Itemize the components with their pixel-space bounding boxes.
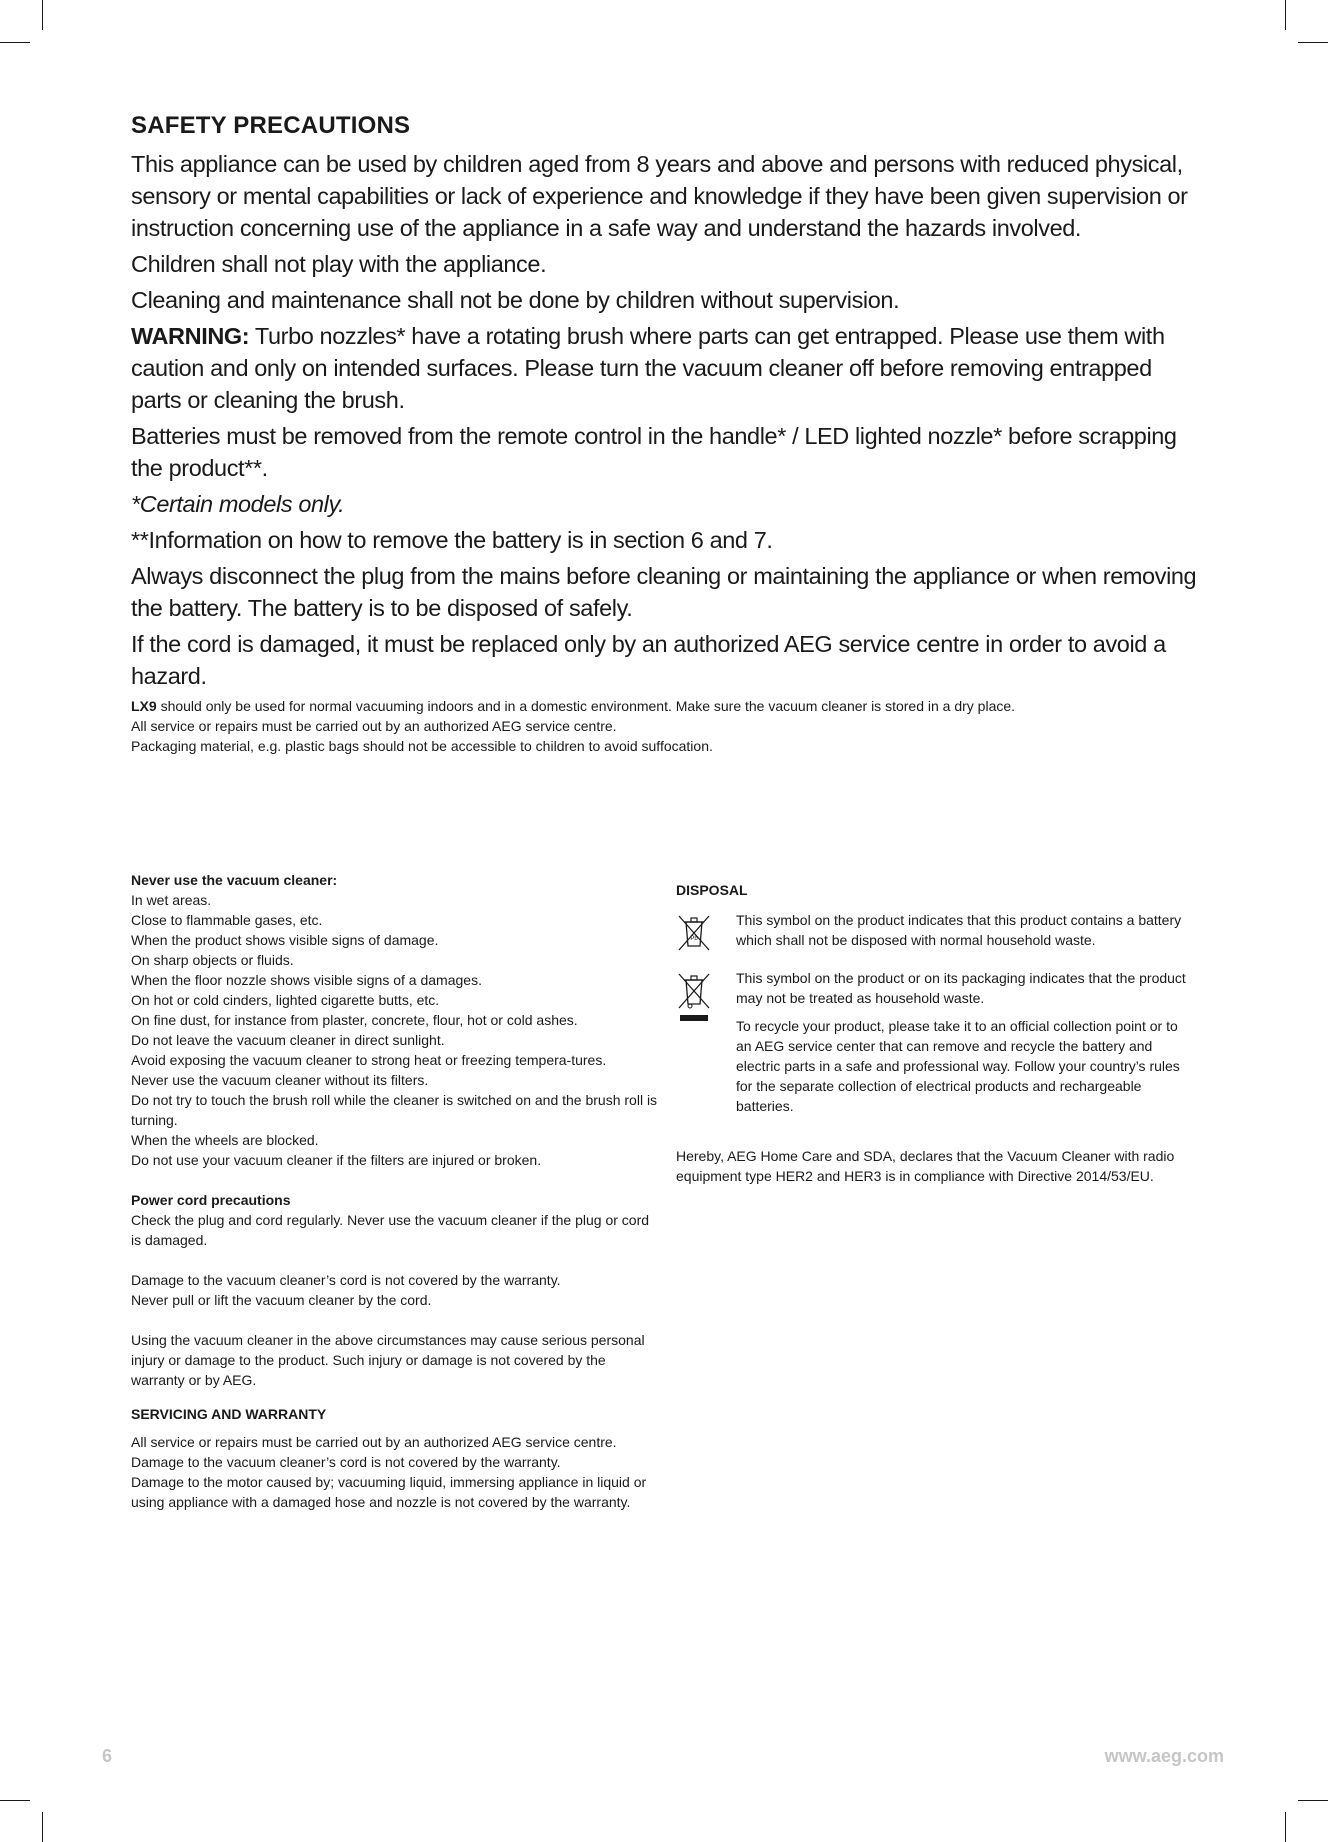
list-item: Do not leave the vacuum cleaner in direct sunlight. [131, 1032, 445, 1048]
crop-mark [0, 1800, 30, 1801]
right-column [676, 880, 1196, 1200]
paragraph: Damage to the vacuum cleaner’s cord is not covered by the warranty. [131, 1454, 561, 1470]
list-item: Never use the vacuum cleaner without its filters. [131, 1072, 429, 1088]
warning-paragraph [131, 320, 1201, 416]
paragraph: Never pull or lift the vacuum cleaner by the cord. [131, 1292, 432, 1308]
model-name: LX9 [131, 698, 157, 714]
svg-text:Pb: Pb [690, 936, 698, 942]
section-title: SAFETY PRECAUTIONS [131, 112, 411, 139]
model-text: should only be used for normal vacuuming indoors and in a domestic environment. Make sure the vacuum cleaner is stored in a dry place. [156, 698, 1016, 714]
list-item: When the wheels are blocked. [131, 1132, 319, 1148]
warning-label: WARNING: [131, 323, 250, 349]
list-item: On fine dust, for instance from plaster, concrete, flour, hot or cold ashes. [131, 1012, 578, 1028]
disposal-heading: DISPOSAL [676, 882, 748, 898]
declaration-text: Hereby, AEG Home Care and SDA, declares that the Vacuum Cleaner with radio equipment type HER2 and HER3 is in compliance with Directive 2014/53/EU. [676, 1148, 1175, 1184]
list-item: In wet areas. [131, 892, 212, 908]
footer-url: www.aeg.com [1104, 1746, 1224, 1766]
paragraph: Always disconnect the plug from the mains before cleaning or maintaining the appliance or when removing the battery. The battery is to be disposed of safely. [131, 563, 1197, 621]
disposal-text: This symbol on the product or on its packaging indicates that the product may not be treated as household waste. [736, 970, 1186, 1006]
footnote [131, 488, 1201, 520]
disposal-text: This symbol on the product indicates that this product contains a battery which shall not be disposed with normal household waste. [736, 912, 1182, 948]
list-item: On hot or cold cinders, lighted cigarette butts, etc. [131, 992, 440, 1008]
warning-text: Turbo nozzles* have a rotating brush where parts can get entrapped. Please use them with caution and only on intended surfaces. Please turn the vacuum cleaner off before removing entrapped parts or cleaning the brush. [131, 323, 1165, 413]
paragraph: Damage to the vacuum cleaner’s cord is not covered by the warranty. [131, 1272, 561, 1288]
paragraph: Damage to the motor caused by; vacuuming liquid, immersing appliance in liquid or using appliance with a damaged hose and nozzle is not covered by the warranty. [131, 1474, 647, 1510]
footnote-text: *Certain models only. [131, 491, 345, 517]
left-column [131, 870, 661, 1512]
paragraph: If the cord is damaged, it must be replaced only by an authorized AEG service centre in order to avoid a hazard. [131, 631, 1166, 689]
small-paragraph [131, 696, 1201, 716]
list-item: Avoid exposing the vacuum cleaner to strong heat or freezing tempera-tures. [131, 1052, 607, 1068]
paragraph: **Information on how to remove the battery is in section 6 and 7. [131, 527, 773, 553]
small-paragraph: All service or repairs must be carried out by an authorized AEG service centre. [131, 718, 617, 734]
power-cord-heading: Power cord precautions [131, 1192, 291, 1208]
small-paragraph: Packaging material, e.g. plastic bags should not be accessible to children to avoid suffocation. [131, 738, 713, 754]
page-number: 6 [102, 1746, 113, 1766]
paragraph: Check the plug and cord regularly. Never use the vacuum cleaner if the plug or cord is damaged. [131, 1212, 650, 1248]
servicing-heading: SERVICING AND WARRANTY [131, 1406, 327, 1422]
disposal-row [676, 910, 1196, 958]
list-item: When the product shows visible signs of damage. [131, 932, 439, 948]
list-item: On sharp objects or fluids. [131, 952, 294, 968]
crop-mark [42, 0, 43, 30]
list-item: Do not use your vacuum cleaner if the filters are injured or broken. [131, 1152, 542, 1168]
safety-precautions-section [131, 112, 1201, 756]
never-use-heading: Never use the vacuum cleaner: [131, 872, 338, 888]
crop-mark [1285, 0, 1286, 30]
disposal-row [676, 968, 1196, 1124]
list-item: Close to flammable gases, etc. [131, 912, 323, 928]
crossed-bin-weee-icon [676, 970, 712, 1024]
crop-mark [1298, 1800, 1328, 1801]
crop-mark [42, 1812, 43, 1842]
paragraph: Batteries must be removed from the remote control in the handle* / LED lighted nozzle* before scrapping the product**. [131, 423, 1177, 481]
crop-mark [1285, 1812, 1286, 1842]
crossed-bin-battery-icon [676, 912, 712, 952]
paragraph: Cleaning and maintenance shall not be done by children without supervision. [131, 287, 900, 313]
paragraph: Children shall not play with the appliance. [131, 251, 547, 277]
paragraph: Using the vacuum cleaner in the above circumstances may cause serious personal injury or damage to the product. Such injury or damage is not covered by the warranty or by AEG. [131, 1332, 645, 1388]
crop-mark [0, 42, 30, 43]
list-item: Do not try to touch the brush roll while the cleaner is switched on and the brush roll is turning. [131, 1092, 658, 1128]
paragraph: All service or repairs must be carried out by an authorized AEG service centre. [131, 1434, 617, 1450]
disposal-text: To recycle your product, please take it to an official collection point or to an AEG service center that can remove and recycle the battery and electric parts in a safe and professional way. Follow your country’s rules for the separate collection of electrical products and rechargeable batteries. [736, 1018, 1180, 1114]
list-item: When the floor nozzle shows visible signs of a damages. [131, 972, 482, 988]
crop-mark [1298, 42, 1328, 43]
paragraph: This appliance can be used by children aged from 8 years and above and persons with reduced physical, sensory or mental capabilities or lack of experience and knowledge if they have been given supervision or instruction concerning use of the appliance in a safe way and understand the hazards involved. [131, 151, 1188, 241]
